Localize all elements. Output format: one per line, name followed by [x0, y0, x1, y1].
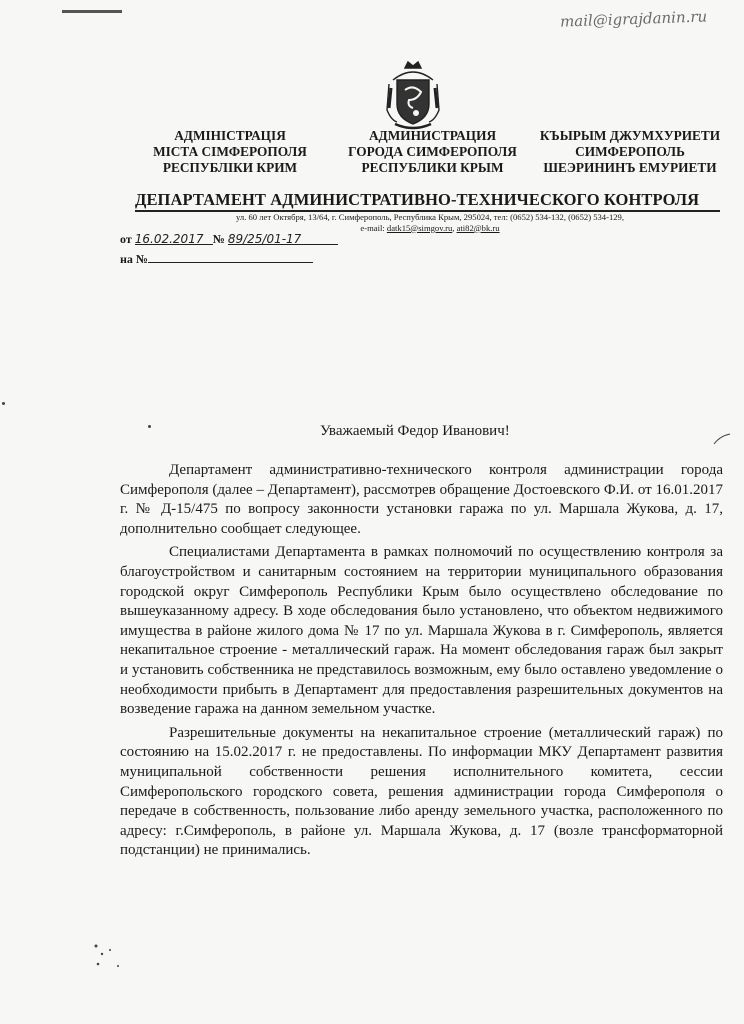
salutation: Уважаемый Федор Иванович!: [320, 423, 510, 439]
header-crimean-tatar: КЪЫРЫМ ДЖУМХУРИЕТИ СИМФЕРОПОЛЬ ШЕЭРИНИНЪ ЕМУРИЕТИ: [539, 128, 721, 175]
letterhead-headers: [120, 128, 732, 178]
pen-tick-mark: [712, 432, 732, 446]
header-ukrainian: АДМІНІСТРАЦІЯ МІСТА СІМФЕРОПОЛЯ РЕСПУБЛІКИ КРИМ: [153, 128, 307, 175]
incoming-reference: на №: [120, 250, 313, 267]
scan-specks: [88, 940, 128, 970]
outgoing-reference: от 16.02.2017 № 89/25/01-17: [120, 232, 338, 247]
header-russian: АДМИНИСТРАЦИЯ ГОРОДА СИМФЕРОПОЛЯ РЕСПУБЛИКИ КРЫМ: [348, 128, 517, 175]
scan-speck: [148, 425, 151, 428]
paragraph-2: Специалистами Департамента в рамках полномочий по осуществлению контроля за благоустройством и санитарным состоянием на территории муниципального образования городской округ Симферополь Республики Крым было осуществлено обследование по вышеуказанному адресу. В ходе обследования было установлено, что объектом недвижимого имущества в районе жилого дома № 17 по ул. Маршала Жукова в г. Симферополь, является некапитальное строение - металлический гараж. На момент обследования гараж был закрыт и установить собственника не представилось возможным, ему было оставлено уведомление о необходимости прибыть в Департамент для предоставления разрешительных документов на возведение гаража на данном земельном участке.: [120, 544, 723, 718]
crimea-coat-of-arms-icon: [383, 60, 443, 130]
department-title: ДЕПАРТАМЕНТ АДМИНИСТРАТИВНО-ТЕХНИЧЕСКОГО КОНТРОЛЯ: [135, 190, 700, 209]
department-address: ул. 60 лет Октября, 13/64, г. Симферополь, Республика Крым, 295024, тел: (0652) 534-132, (0652) 534-129,: [236, 212, 624, 222]
incoming-number-field: [148, 250, 313, 263]
handwritten-email-note: mail@igrajdanin.ru: [559, 7, 708, 31]
paragraph-1: Департамент административно-технического контроля администрации города Симферополя (далее – Департамент), рассмотрев обращение Достоевского Ф.И. от 16.01.2017 г. № Д-15/475 по вопросу законности установки гаража по ул. Маршала Жукова, д. 17, дополнительно сообщает следующее.: [120, 462, 723, 537]
scan-speck: [2, 402, 5, 405]
letter-body: [120, 461, 723, 865]
reference-number: 89/25/01-17: [227, 232, 302, 246]
reference-number-field: [228, 232, 338, 245]
scan-edge-mark: [62, 10, 122, 13]
department-contacts: [140, 212, 720, 233]
reference-date-field: [135, 232, 213, 245]
paragraph-3: Разрешительные документы на некапитальное строение (металлический гараж) по состоянию на 15.02.2017 г. не предоставлены. По информации МКУ Департамент развития муниципальной собственности решения исполнительного комитета, сессии Симферопольского городского совета, решения администрации города Симферополя о передаче в собственность, пользование либо аренду земельного участка, расположенного по адресу: г.Симферополь, в районе ул. Маршала Жукова, д. 17 (возле трансформаторной подстанции) не принимались.: [120, 724, 723, 859]
email-link-1[interactable]: datk15@simgov.ru: [386, 222, 453, 233]
email-link-2[interactable]: ati82@bk.ru: [456, 222, 500, 233]
department-emails: e-mail: datk15@simgov.ru, ati82@bk.ru: [360, 222, 500, 233]
reference-date: 16.02.2017: [134, 232, 204, 246]
